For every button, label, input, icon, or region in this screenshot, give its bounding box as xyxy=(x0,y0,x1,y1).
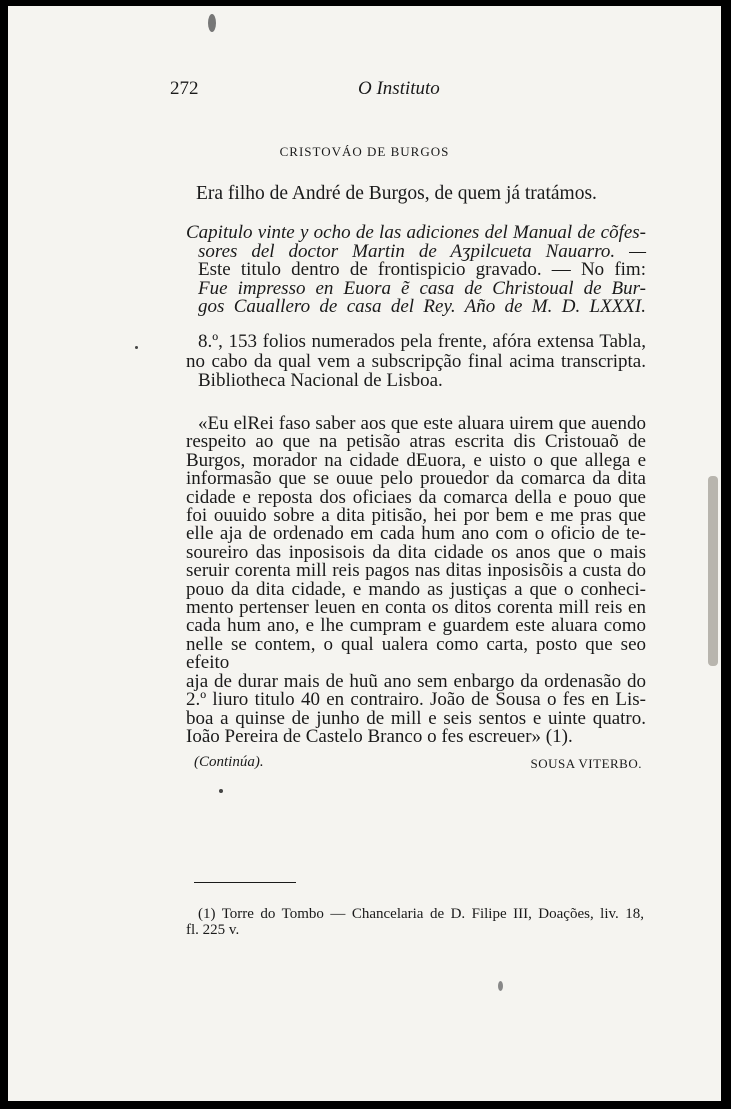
quote-line: mento pertenser leuen en conta os ditos corenta mill reis en xyxy=(186,597,646,619)
signoff xyxy=(186,754,642,774)
quote-line: informasão que se ouue pelo prouedor da comarca da dita xyxy=(186,468,646,490)
citation-line: Fue impresso en Euora ẽ casa de Christoual de Bur- xyxy=(198,277,646,299)
quote-line: «Eu elRei faso saber aos que este aluara uirem que auendo xyxy=(198,413,646,434)
footnote-line: (1) Torre do Tombo — Chancelaria de D. Filipe III, Doações, liv. 18, xyxy=(198,906,644,922)
quote-line: nelle se contem, o qual ualera como carta, posto que seo efeito xyxy=(186,633,646,674)
book-citation xyxy=(186,224,646,317)
quote-line: aja de durar mais de huũ ano sem enbargo da ordenasão do xyxy=(186,670,646,692)
quote-line: boa a quinse de junho de mill e seis sentos e uinte quatro. xyxy=(186,707,646,729)
quote-line: foi ouuido sobre a dita pitisão, hei por bem e me pras que xyxy=(186,505,646,527)
author-signature: SOUSA VITERBO. xyxy=(530,756,642,771)
quote-line: soureiro das inposisois da dita cidade os anos que o mais xyxy=(186,541,646,563)
footnote-rule xyxy=(194,882,296,883)
quote-line: Ioão Pereira de Castelo Branco o fes escreuer» (1). xyxy=(186,725,573,747)
quote-paragraph xyxy=(186,415,646,746)
quote-line: seruir corenta mill reis pagos nas ditas inposisõis a custa do xyxy=(186,560,646,582)
page-number: 272 xyxy=(170,78,199,99)
section-heading: CRISTOVÁO DE BURGOS xyxy=(279,144,450,159)
intro-paragraph xyxy=(186,184,646,204)
print-speck xyxy=(208,14,216,32)
description-line: Bibliotheca Nacional de Lisboa. xyxy=(198,370,443,391)
print-speck xyxy=(135,346,138,349)
quote-line: elle aja de ordenado em cada hum ano com o oficio de te- xyxy=(186,523,646,545)
book-page xyxy=(8,6,721,1101)
citation-line: Capitulo vinte y ocho de las adiciones del Manual de cõfes- xyxy=(186,222,646,243)
citation-line: sores del doctor Martin de Aʒpilcueta Nauarro. — xyxy=(198,240,646,262)
description-paragraph xyxy=(186,332,646,391)
intro-line: Era filho de André de Burgos, de quem já tratámos. xyxy=(196,183,597,204)
running-head xyxy=(8,78,721,102)
quote-line: 2.º liuro titulo 40 en contrairo. João de Sousa o fes en Lis- xyxy=(186,689,646,711)
description-line: no cabo da qual vem a subscripção final acima transcripta. xyxy=(186,350,646,372)
continua-note: (Continúa). xyxy=(194,754,264,770)
print-speck xyxy=(498,981,503,991)
footnote-line: fl. 225 v. xyxy=(186,922,240,938)
print-speck xyxy=(219,789,223,793)
quote-line: respeito ao que na petisão atras escrita dis Cristouaõ de xyxy=(186,431,646,453)
description-line: 8.º, 153 folios numerados pela frente, afóra extensa Tabla, xyxy=(198,331,646,352)
print-speck xyxy=(708,476,718,666)
footnote xyxy=(186,906,644,938)
quote-line: cidade e reposta dos oficiaes da comarca della e pouo que xyxy=(186,486,646,508)
journal-title: O Instituto xyxy=(358,78,440,99)
quote-line: cada hum ano, e lhe cumpram e guardem este aluara como xyxy=(186,615,646,637)
quote-line: pouo da dita cidade, e mando as justiças a que o conheci- xyxy=(186,578,646,600)
citation-line: gos Cauallero de casa del Rey. Año de M. D. LXXXI. xyxy=(198,296,646,317)
citation-line: Este titulo dentro de frontispicio gravado. — No fim: xyxy=(198,259,646,280)
quote-line: Burgos, morador na cidade dEuora, e uisto o que allega e xyxy=(186,449,646,471)
